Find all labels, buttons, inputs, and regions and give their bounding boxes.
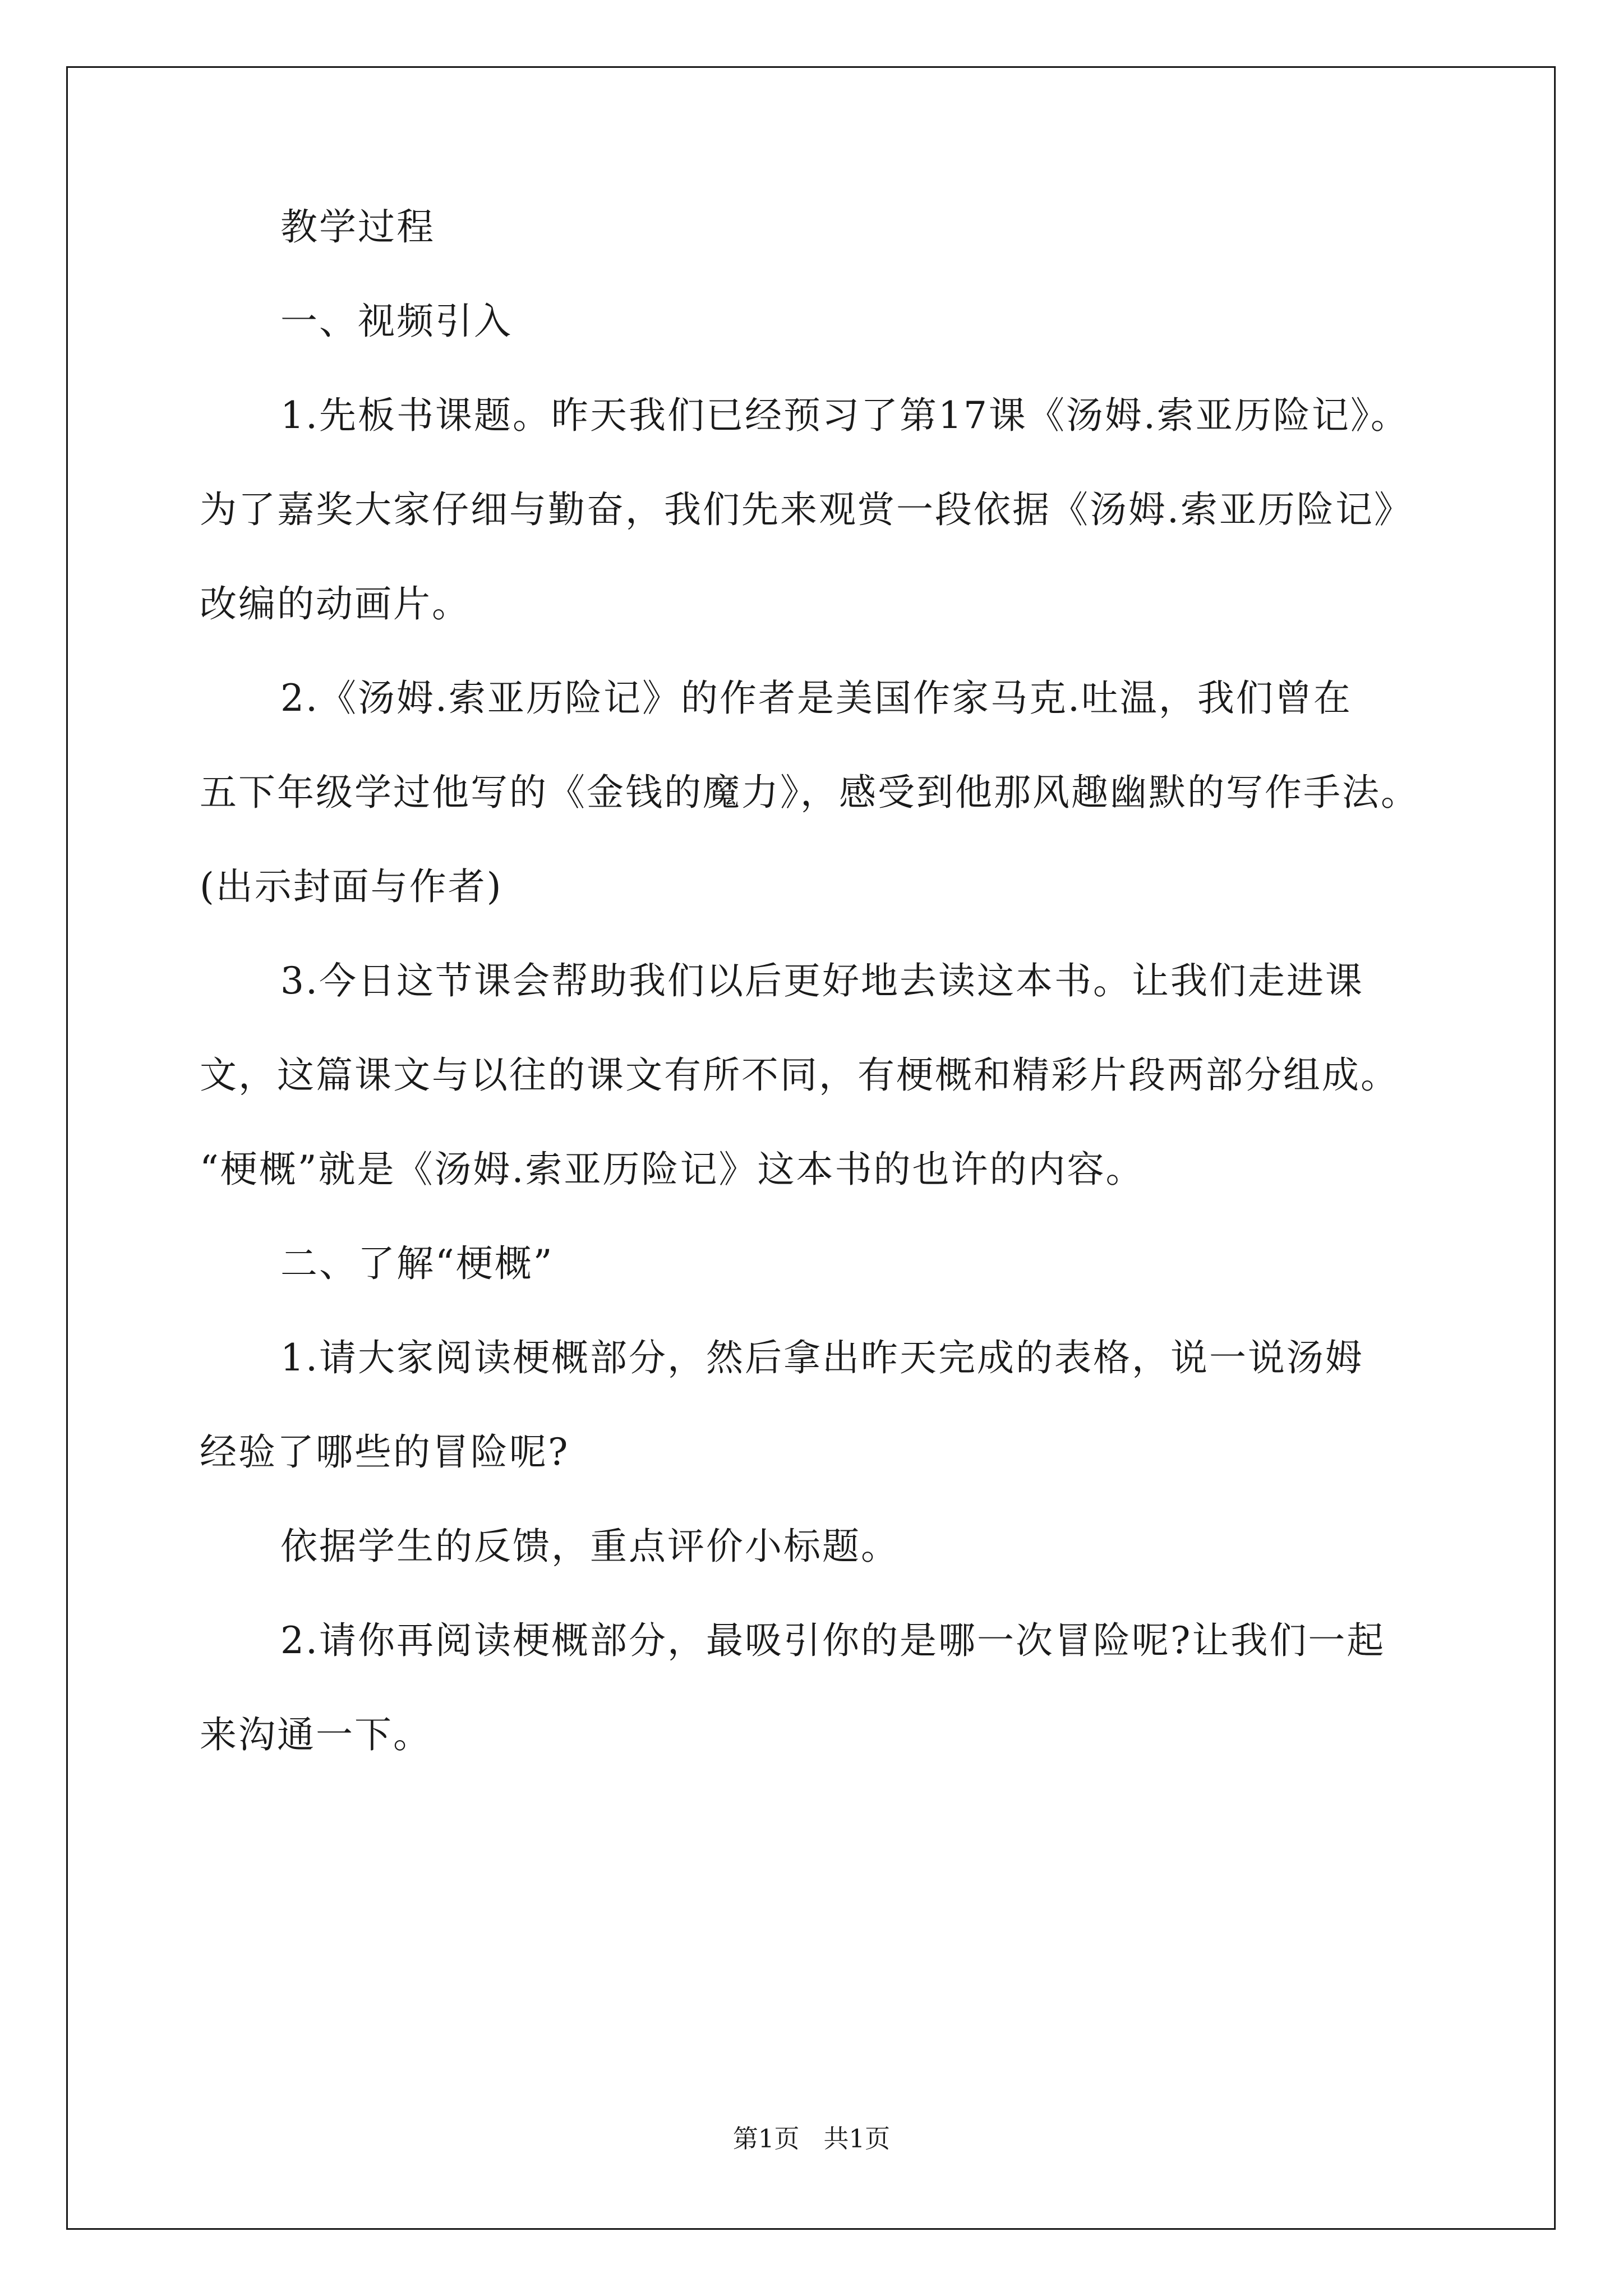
text-line: 2.请你再阅读梗概部分，最吸引你的是哪一次冒险呢?让我们一起 (280, 1619, 1386, 1662)
text-line: 经验了哪些的冒险呢? (200, 1430, 570, 1474)
text-line: (出示封面与作者) (200, 865, 503, 908)
text-line: 3.今日这节课会帮助我们以后更好地去读这本书。让我们走进课 (280, 959, 1364, 1002)
text-line: 来沟通一下。 (200, 1713, 432, 1756)
text-line: 文，这篇课文与以往的课文有所不同，有梗概和精彩片段两部分组成。 (200, 1053, 1399, 1097)
text-line: 2.《汤姆.索亚历险记》的作者是美国作家马克.吐温，我们曾在 (280, 677, 1352, 720)
text-line: “梗概”就是《汤姆.索亚历险记》这本书的也许的内容。 (200, 1148, 1145, 1191)
page-footer: 第1页 共1页 (732, 2124, 891, 2154)
text-line: 为了嘉奖大家仔细与勤奋，我们先来观赏一段依据《汤姆.索亚历险记》 (200, 488, 1413, 531)
text-line: 依据学生的反馈，重点评价小标题。 (280, 1525, 900, 1568)
text-line: 1.请大家阅读梗概部分，然后拿出昨天完成的表格，说一说汤姆 (280, 1336, 1364, 1379)
text-line: 二、了解“梗概” (280, 1242, 554, 1285)
text-line: 改编的动画片。 (200, 582, 471, 625)
text-line: 1.先板书课题。昨天我们已经预习了第17课《汤姆.索亚历险记》。 (280, 394, 1409, 437)
text-line: 一、视频引入 (280, 300, 513, 343)
text-line: 教学过程 (280, 205, 435, 249)
text-line: 五下年级学过他写的《金钱的魔力》，感受到他那风趣幽默的写作手法。 (200, 771, 1419, 814)
